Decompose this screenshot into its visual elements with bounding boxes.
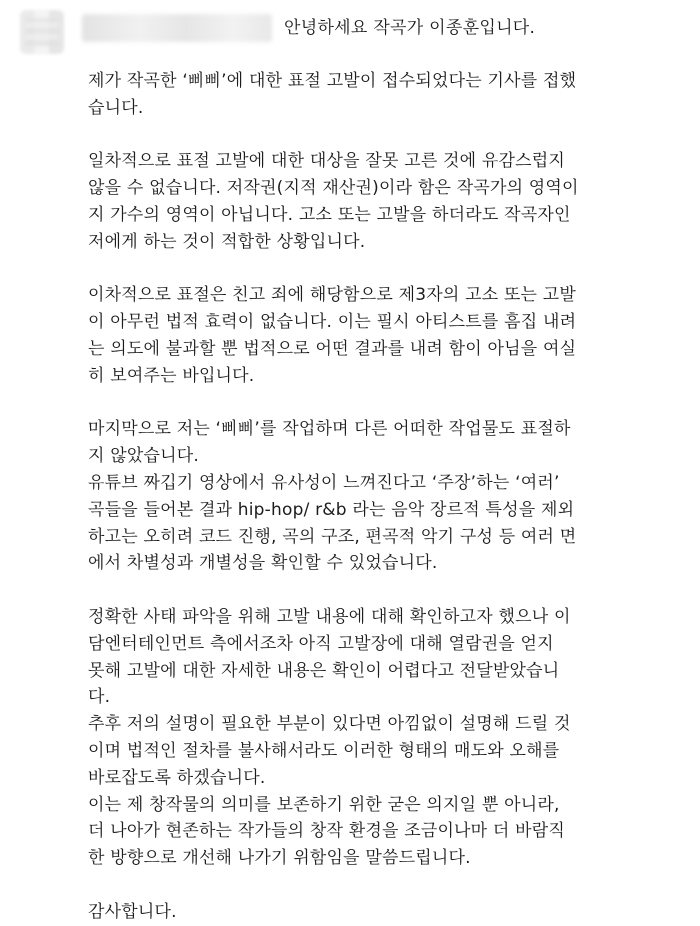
text-line: 바로잡도록 하겠습니다. — [88, 767, 266, 788]
text-line: 유튜브 짜깁기 영상에서 유사성이 느껴진다고 ‘주장’하는 ‘여러’ — [88, 472, 560, 493]
text-line: 정확한 사태 파악을 위해 고발 내용에 대해 확인하고자 했으나 이 — [88, 606, 571, 627]
text-line: 마지막으로 저는 ‘삐삐’를 작업하며 다른 어떠한 작업물도 표절하 — [88, 419, 571, 440]
paragraph-1 — [88, 68, 688, 122]
text-line: 히 보여주는 바입니다. — [88, 365, 255, 386]
paragraph-3 — [88, 282, 688, 389]
text-line: 는 의도에 불과할 뿐 법적으로 어떤 결과를 내려 함이 아님을 여실 — [88, 338, 577, 359]
paragraph-2 — [88, 148, 688, 255]
blurred-avatar — [20, 10, 64, 54]
text-line: 지 가수의 영역이 아닙니다. 고소 또는 고발을 하더라도 작곡자인 — [88, 204, 571, 225]
text-line: 지 않았습니다. — [88, 446, 199, 467]
text-line: 습니다. — [88, 97, 144, 118]
text-line: 못해 고발에 대한 자세한 내용은 확인이 어렵다고 전달받았습니 — [88, 660, 560, 681]
text-line: 일차적으로 표절 고발에 대한 대상을 잘못 고른 것에 유감스럽지 — [88, 151, 566, 172]
text-line: 이며 법적인 절차를 불사해서라도 이러한 형태의 매도와 오해를 — [88, 740, 560, 761]
post-greeting: 안녕하세요 작곡가 이종훈입니다. — [284, 18, 536, 38]
text-line: 제가 작곡한 ‘삐삐’에 대한 표절 고발이 접수되었다는 기사를 접했 — [88, 71, 577, 91]
text-line: 감사합니다. — [88, 901, 177, 922]
text-line: 이 아무런 법적 효력이 없습니다. 이는 필시 아티스트를 흠집 내려 — [88, 312, 577, 333]
text-line: 에서 차별성과 개별성을 확인할 수 있었습니다. — [88, 553, 438, 574]
text-line: 추후 저의 설명이 필요한 부분이 있다면 아낌없이 설명해 드릴 것 — [88, 714, 571, 735]
blurred-username — [82, 14, 272, 42]
text-line: 하고는 오히려 코드 진행, 곡의 구조, 편곡적 악기 구성 등 여러 면 — [88, 526, 577, 547]
text-line: 담엔터테인먼트 측에서조차 아직 고발장에 대해 열람권을 얻지 — [88, 633, 554, 654]
text-line: 한 방향으로 개선해 나가기 위함임을 말씀드립니다. — [88, 848, 471, 869]
text-line: 다. — [88, 687, 111, 708]
paragraph-closing — [88, 899, 688, 926]
text-line: 더 나아가 현존하는 작가들의 창작 환경을 조금이나마 더 바람직 — [88, 821, 566, 842]
text-line: 않을 수 없습니다. 저작권(지적 재산권)이라 함은 작곡가의 영역이 — [88, 178, 579, 199]
text-line: 이는 제 창작물의 의미를 보존하기 위한 굳은 의지일 뿐 아니라, — [88, 794, 560, 815]
text-line: 저에게 하는 것이 적합한 상황입니다. — [88, 231, 366, 252]
paragraph-5 — [88, 604, 688, 872]
paragraph-4 — [88, 416, 688, 577]
text-line: 이차적으로 표절은 친고 죄에 해당함으로 제3자의 고소 또는 고발 — [88, 285, 577, 306]
text-line: 곡들을 들어본 결과 hip-hop/ r&b 라는 음악 장르적 특성을 제외 — [88, 499, 575, 520]
post-body — [88, 68, 688, 926]
